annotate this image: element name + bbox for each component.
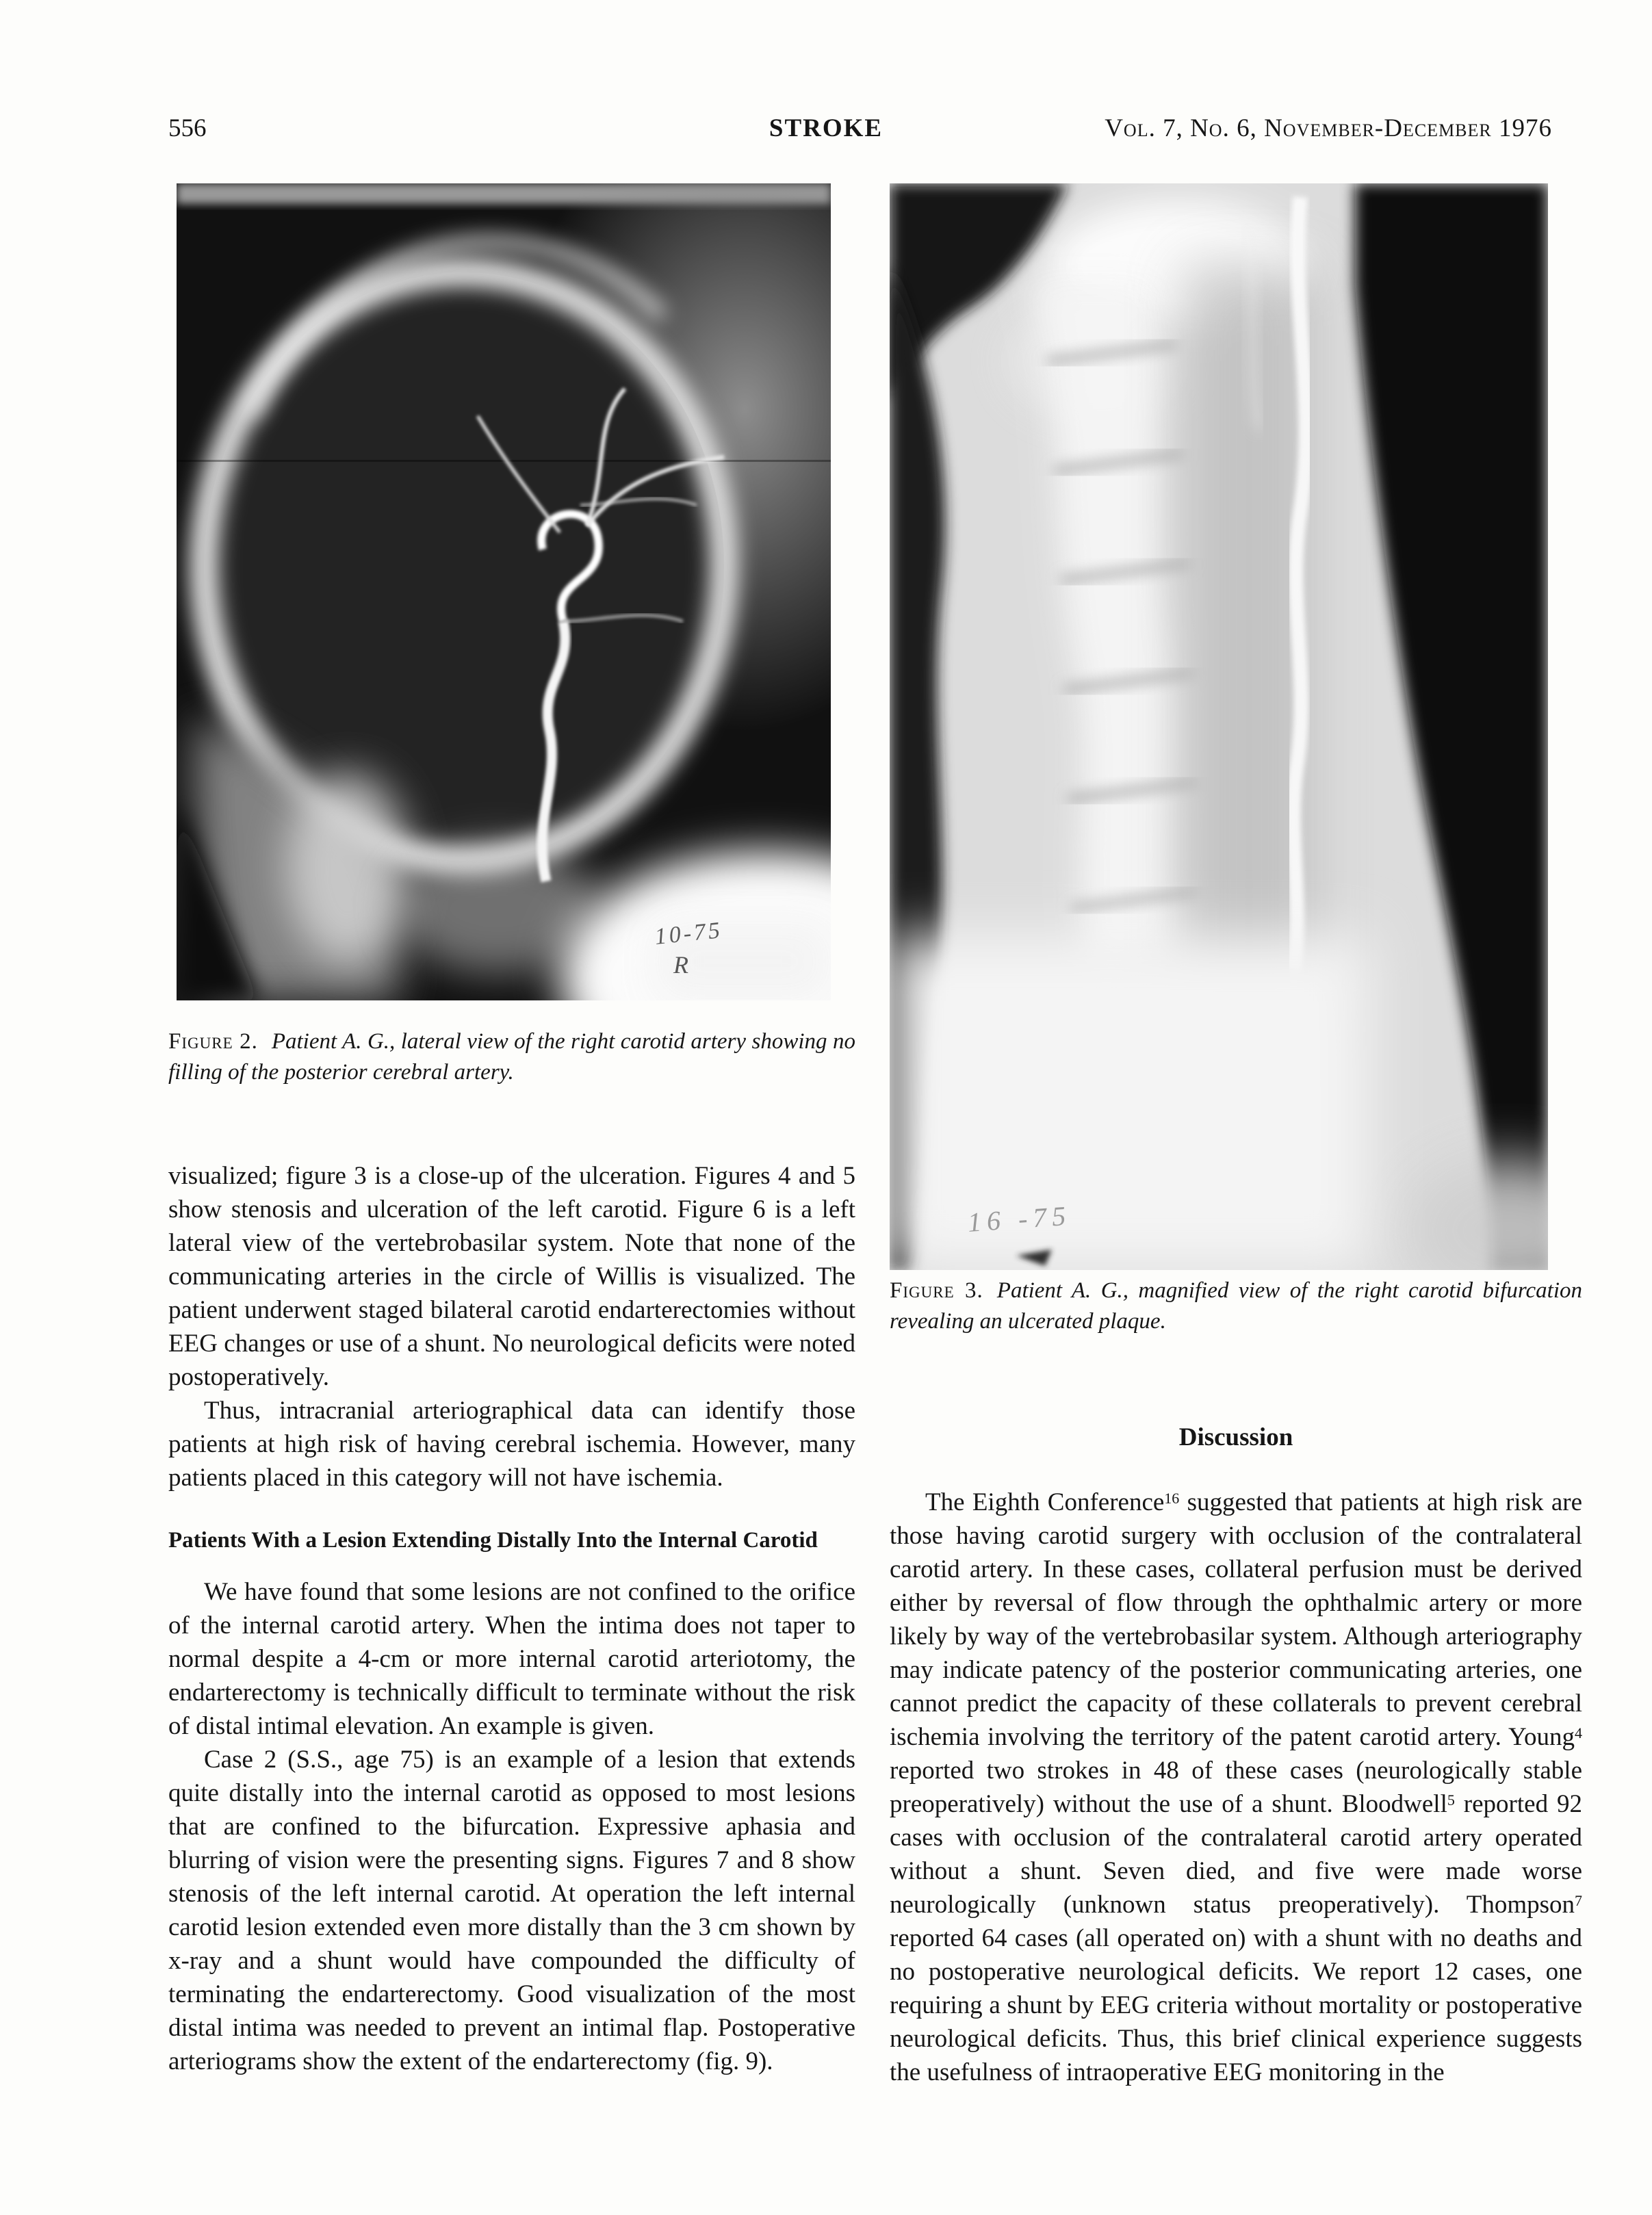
xray-neck-lateral-image (890, 183, 1548, 1270)
paragraph-text: reported 92 cases with occlusion of the contralateral carotid artery operated without a shunt. Seven died, and five were made worse neurologically (unknown status preoperatively). Thompson (890, 1790, 1582, 1919)
figure-3-label: Figure 3. (890, 1278, 983, 1303)
paragraph-text: reported 64 cases (all operated on) with a shunt with no deaths and no postoperative neurological deficits. We report 12 cases, one requiring a shunt by EEG criteria without mortality or postoperative neurological deficits. Thus, this brief clinical experience suggests the usefulness of intraoperative EEG monitoring in the (890, 1924, 1582, 2086)
body-paragraph: We have found that some lesions are not confined to the orifice of the internal carotid artery. When the intima does not taper to normal despite a 4-cm or more internal carotid arteriotomy, the endarterectomy is technically difficult to terminate without the risk of distal intimal elevation. An example is given. (168, 1578, 855, 1740)
reference-superscript: 4 (1575, 1724, 1582, 1741)
figure-3-caption-text: Patient A. G., magnified view of the right carotid bifurcation revealing an ulcerated plaque. (890, 1278, 1582, 1334)
issue-info: Vol. 7, No. 6, November-December 1976 (1105, 114, 1552, 142)
handwritten-film-date: 16 -75 (966, 1200, 1072, 1238)
figure-2-caption (168, 1026, 855, 1088)
reference-superscript: 5 (1447, 1791, 1455, 1809)
body-paragraph-continuation: visualized; figure 3 is a close-up of the ulceration. Figures 4 and 5 show stenosis and ulceration of the left carotid. Figure 6 is a left lateral view of the vertebrobasilar system. Note that none of the communicating arteries in the circle of Willis is visualized. The patient underwent staged bilateral carotid endarterectomies without EEG changes or use of a shunt. No neurological deficits were noted postoperatively. (168, 1162, 855, 1391)
right-text-column (890, 1421, 1582, 2089)
left-text-column (168, 1159, 855, 2078)
figure-3-xray-photo (890, 183, 1548, 1270)
body-paragraph: Case 2 (S.S., age 75) is an example of a lesion that extends quite distally into the internal carotid as opposed to most lesions that are confined to the bifurcation. Expressive aphasia and blurring of vision were the presenting signs. Figures 7 and 8 show stenosis of the left internal carotid. At operation the left internal carotid lesion extended even more distally than the 3 cm shown by x-ray and a shunt would have compounded the difficulty of terminating the endarterectomy. Good visualization of the most distal intima was needed to prevent an intimal flap. Postoperative arteriograms show the extent of the endarterectomy (fig. 9). (168, 1746, 855, 2075)
figure-3-caption (890, 1275, 1582, 1337)
reference-superscript: 7 (1575, 1892, 1582, 1909)
body-paragraph: Thus, intracranial arteriographical data can identify those patients at high risk of having cerebral ischemia. However, many patients placed in this category will not have ischemia. (168, 1397, 855, 1492)
paragraph-text: reported two strokes in 48 of these cases (neurologically stable preoperatively) without the use of a shunt. Bloodwell (890, 1757, 1582, 1818)
paragraph-text: suggested that patients at high risk are those having carotid surgery with occlusion of the contralateral carotid artery. In these cases, collateral perfusion must be derived either by reversal of flow through the ophthalmic artery or more likely by way of the vertebrobasilar system. Although arteriography may indicate patency of the posterior communicating arteries, one cannot predict the capacity of these collaterals to prevent cerebral ischemia involving the territory of the patent carotid artery. Young (890, 1488, 1582, 1751)
paragraph-text: The Eighth Conference (925, 1488, 1165, 1516)
journal-title: STROKE (769, 114, 883, 142)
xray-skull-lateral-image (177, 183, 831, 1000)
page-number: 556 (168, 114, 207, 142)
figure-2-xray-photo (177, 183, 831, 1000)
handwritten-side-marker: R (673, 951, 688, 979)
discussion-paragraph (890, 1486, 1582, 2089)
handwritten-film-date: 10-75 (653, 917, 724, 950)
discussion-heading: Discussion (1178, 1423, 1293, 1451)
figure-2-label: Figure 2. (168, 1029, 258, 1054)
reference-superscript: 16 (1164, 1490, 1180, 1507)
section-subheading: Patients With a Lesion Extending Distally Into the Internal Carotid (168, 1528, 818, 1553)
figure-2-caption-text: Patient A. G., lateral view of the right carotid artery showing no filling of the posterior cerebral artery. (168, 1029, 855, 1085)
